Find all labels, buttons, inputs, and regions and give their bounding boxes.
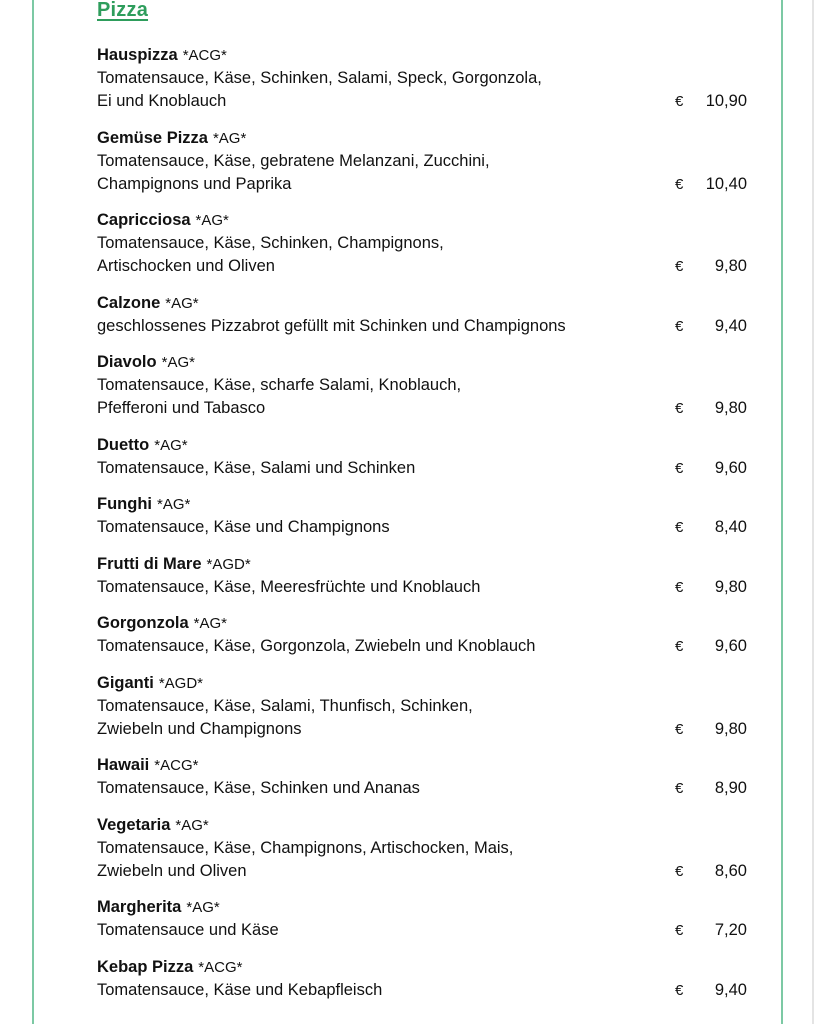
item-heading [97, 612, 747, 635]
allergen-tag: *AG* [195, 212, 229, 229]
section-title: Pizza [97, 0, 149, 21]
item-heading [97, 896, 747, 919]
item-name: Gorgonzola [97, 614, 189, 632]
item-description [97, 635, 747, 658]
item-description-line: Pfefferoni und Tabasco [97, 399, 266, 417]
item-heading [97, 493, 747, 516]
item-description-line: Tomatensauce, Käse, scharfe Salami, Knoblauch, [97, 376, 462, 394]
item-description [97, 374, 747, 420]
item-heading [97, 814, 747, 837]
item-heading [97, 754, 747, 777]
item-name: Hauspizza [97, 46, 178, 64]
item-price [675, 516, 747, 539]
euro-icon: € [675, 780, 684, 797]
item-price [675, 919, 747, 942]
menu-item [97, 956, 747, 1002]
allergen-tag: *AG* [212, 129, 247, 147]
euro-icon: € [675, 317, 684, 335]
allergen-tag: *AG* [156, 496, 191, 513]
item-description [97, 979, 747, 1002]
euro-icon: € [675, 578, 684, 596]
allergen-tag: *AG* [165, 294, 199, 312]
euro-icon: € [675, 922, 684, 939]
item-description-line: Ei und Knoblauch [97, 92, 227, 110]
item-price [675, 576, 747, 599]
item-price [675, 255, 747, 278]
menu-item [97, 754, 747, 800]
item-price [675, 315, 747, 338]
price-amount: 9,80 [714, 577, 747, 596]
item-price [675, 173, 747, 196]
item-price [675, 397, 747, 420]
item-heading [97, 956, 747, 979]
page-edge [812, 0, 814, 1024]
allergen-tag: *ACG* [182, 47, 227, 64]
item-description-line: Tomatensauce, Käse, Salami und Schinken [97, 458, 416, 477]
item-description [97, 315, 747, 338]
item-description-line: Tomatensauce, Käse, Gorgonzola, Zwiebeln und Knoblauch [97, 637, 536, 655]
item-name: Diavolo [97, 353, 157, 371]
item-heading [97, 209, 747, 232]
item-description-line: Tomatensauce, Käse und Champignons [97, 518, 390, 536]
item-name: Duetto [97, 435, 150, 454]
item-description-line: Tomatensauce, Käse, Schinken, Salami, Speck, Gorgonzola, [97, 69, 542, 87]
euro-icon: € [675, 175, 684, 193]
allergen-tag: *AG* [154, 436, 188, 454]
menu-item [97, 127, 747, 196]
item-name: Giganti [97, 673, 154, 692]
allergen-tag: *ACG* [154, 757, 199, 774]
item-description-line: Zwiebeln und Oliven [97, 861, 247, 880]
item-description-line: Tomatensauce, Käse, Schinken und Ananas [97, 779, 420, 797]
item-description-line: Zwiebeln und Champignons [97, 719, 302, 738]
item-description-line: Tomatensauce, Käse und Kebapfleisch [97, 980, 383, 999]
item-name: Capricciosa [97, 211, 191, 229]
allergen-tag: *AG* [193, 615, 228, 632]
price-amount: 9,80 [714, 399, 747, 417]
item-price [675, 457, 747, 480]
item-description-line: Artischocken und Oliven [97, 257, 275, 275]
price-amount: 8,60 [714, 861, 747, 880]
item-price [675, 718, 747, 741]
item-description [97, 777, 747, 800]
menu-item [97, 434, 747, 480]
price-amount: 7,20 [714, 921, 747, 939]
allergen-tag: *AG* [161, 354, 195, 371]
item-description [97, 695, 747, 741]
frame-border-right [781, 0, 783, 1024]
item-description-line: geschlossenes Pizzabrot gefüllt mit Schinken und Champignons [97, 316, 566, 335]
price-amount: 9,80 [714, 257, 747, 275]
euro-icon: € [675, 862, 684, 880]
item-name: Margherita [97, 898, 182, 916]
price-amount: 9,60 [714, 458, 747, 477]
item-description-line: Tomatensauce, Käse, gebratene Melanzani, Zucchini, [97, 151, 490, 170]
menu-item [97, 292, 747, 338]
item-heading [97, 292, 747, 315]
allergen-tag: *AG* [175, 816, 209, 834]
item-description [97, 837, 747, 883]
item-name: Hawaii [97, 756, 150, 774]
price-amount: 10,90 [705, 92, 747, 110]
item-description-line: Tomatensauce und Käse [97, 921, 279, 939]
menu-item [97, 672, 747, 741]
item-name: Kebap Pizza [97, 957, 194, 976]
frame-border-left [32, 0, 34, 1024]
menu-item [97, 814, 747, 883]
item-price [675, 777, 747, 800]
price-amount: 8,40 [714, 518, 747, 536]
item-description [97, 516, 747, 539]
item-heading [97, 351, 747, 374]
item-name: Gemüse Pizza [97, 128, 208, 147]
euro-icon: € [675, 981, 684, 999]
item-description-line: Tomatensauce, Käse, Schinken, Champignons, [97, 234, 444, 252]
price-amount: 9,60 [714, 637, 747, 655]
item-description [97, 150, 747, 196]
menu-item [97, 553, 747, 599]
item-heading [97, 127, 747, 150]
item-description [97, 67, 747, 113]
item-heading [97, 553, 747, 576]
euro-icon: € [675, 638, 684, 655]
item-description-line: Champignons und Paprika [97, 174, 292, 193]
item-name: Frutti di Mare [97, 554, 202, 573]
item-name: Funghi [97, 495, 152, 513]
item-price [675, 90, 747, 113]
item-heading [97, 434, 747, 457]
euro-icon: € [675, 93, 684, 110]
item-price [675, 979, 747, 1002]
allergen-tag: *AGD* [158, 674, 204, 692]
price-amount: 8,90 [714, 779, 747, 797]
euro-icon: € [675, 400, 684, 417]
item-description-line: Tomatensauce, Käse, Salami, Thunfisch, Schinken, [97, 696, 473, 715]
menu-item [97, 896, 747, 942]
item-name: Vegetaria [97, 815, 171, 834]
item-name: Calzone [97, 293, 161, 312]
item-description [97, 457, 747, 480]
item-description-line: Tomatensauce, Käse, Meeresfrüchte und Knoblauch [97, 577, 481, 596]
item-heading [97, 44, 747, 67]
price-amount: 9,40 [714, 980, 747, 999]
menu-item [97, 351, 747, 420]
item-heading [97, 672, 747, 695]
item-description [97, 232, 747, 278]
allergen-tag: *AG* [186, 899, 220, 916]
price-amount: 9,40 [714, 316, 747, 335]
price-amount: 10,40 [705, 174, 747, 193]
allergen-tag: *ACG* [198, 958, 243, 976]
item-description [97, 576, 747, 599]
price-amount: 9,80 [714, 719, 747, 738]
euro-icon: € [675, 459, 684, 477]
menu-item [97, 493, 747, 539]
euro-icon: € [675, 258, 684, 275]
item-price [675, 635, 747, 658]
menu-item [97, 209, 747, 278]
menu-item [97, 612, 747, 658]
item-description [97, 919, 747, 942]
euro-icon: € [675, 519, 684, 536]
item-description-line: Tomatensauce, Käse, Champignons, Artischocken, Mais, [97, 838, 514, 857]
euro-icon: € [675, 720, 684, 738]
menu-item [97, 44, 747, 113]
allergen-tag: *AGD* [206, 555, 251, 573]
item-price [675, 860, 747, 883]
menu-list [97, 44, 747, 1015]
